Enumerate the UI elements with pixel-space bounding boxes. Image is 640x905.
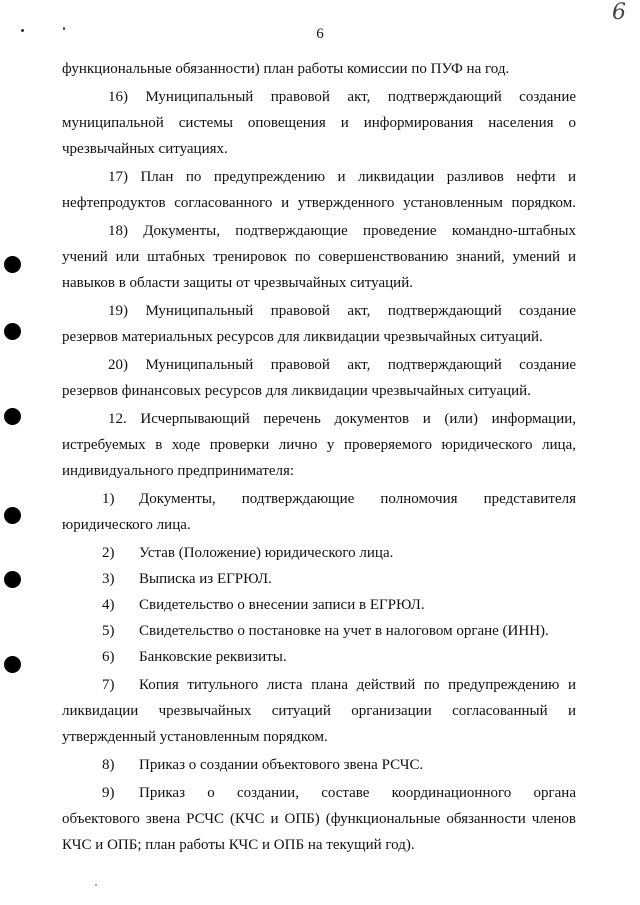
- punch-hole-mark: [4, 256, 21, 273]
- punch-hole-mark: [4, 507, 21, 524]
- list-item-text: Свидетельство о постановке на учет в налоговом органе (ИНН).: [139, 623, 549, 639]
- paragraph-line: 16) Муниципальный правовой акт, подтверждающий создание: [108, 89, 576, 105]
- list-item-continuation: утвержденный установленным порядком.: [62, 729, 328, 745]
- paragraph-line: 17) План по предупреждению и ликвидации разливов нефти и: [108, 169, 576, 185]
- list-item-number: 1): [102, 491, 115, 507]
- paragraph-line: муниципальной системы оповещения и информирования населения о: [62, 115, 576, 131]
- paragraph-line: 20) Муниципальный правовой акт, подтверждающий создание: [108, 357, 576, 373]
- list-item-number: 3): [102, 571, 115, 587]
- list-item-number: 5): [102, 623, 115, 639]
- document-body: [62, 56, 576, 858]
- list-item: [62, 540, 576, 566]
- paragraph-line: резервов материальных ресурсов для ликвидации чрезвычайных ситуаций.: [62, 329, 543, 345]
- list-item-text: Приказ о создании, составе координационного органа: [139, 785, 576, 801]
- list-item-continuation: ликвидации чрезвычайных ситуаций организации согласованный и: [62, 703, 576, 719]
- punch-hole-mark: [4, 571, 21, 588]
- list-item: [62, 566, 576, 592]
- section-heading-line: 12. Исчерпывающий перечень документов и (или) информации,: [108, 411, 576, 427]
- paragraph-line: 19) Муниципальный правовой акт, подтверждающий создание: [108, 303, 576, 319]
- list-item-text: Выписка из ЕГРЮЛ.: [139, 571, 272, 587]
- list-item: [62, 592, 576, 618]
- list-item-continuation: объектового звена РСЧС (КЧС и ОПБ) (функциональные обязанности членов: [62, 811, 576, 827]
- section-heading-line: индивидуального предпринимателя:: [62, 463, 295, 479]
- list-item-number: 8): [102, 757, 115, 773]
- list-item: [62, 672, 576, 698]
- list-item-continuation: КЧС и ОПБ; план работы КЧС и ОПБ на текущий год).: [62, 837, 415, 853]
- paragraph-line: чрезвычайных ситуациях.: [62, 141, 228, 157]
- scan-speck: [21, 29, 24, 32]
- list-item-number: 7): [102, 677, 115, 693]
- paragraph-line: нефтепродуктов согласованного и утвержденного установленным порядком.: [62, 195, 576, 211]
- punch-hole-mark: [4, 656, 21, 673]
- list-item-text: Приказ о создании объектового звена РСЧС.: [139, 757, 424, 773]
- list-item-text: Банковские реквизиты.: [139, 649, 287, 665]
- paragraph-line: функциональные обязанности) план работы комиссии по ПУФ на год.: [62, 61, 510, 77]
- page-number: 6: [316, 26, 324, 42]
- paragraph-line: 18) Документы, подтверждающие проведение командно-штабных: [108, 223, 576, 239]
- list-item-number: 4): [102, 597, 115, 613]
- section-heading-line: истребуемых в ходе проверки лично у проверяемого юридического лица,: [62, 437, 576, 453]
- list-item-text: Копия титульного листа плана действий по предупреждению и: [139, 677, 576, 693]
- paragraph-line: навыков в области защиты от чрезвычайных ситуаций.: [62, 275, 413, 291]
- list-item-number: 9): [102, 785, 115, 801]
- list-item-text: Документы, подтверждающие полномочия представителя: [139, 491, 576, 507]
- list-item-text: Устав (Положение) юридического лица.: [139, 545, 394, 561]
- punch-hole-mark: [4, 323, 21, 340]
- list-item: [62, 780, 576, 806]
- punch-hole-mark: [4, 408, 21, 425]
- list-item-text: Свидетельство о внесении записи в ЕГРЮЛ.: [139, 597, 425, 613]
- list-item: [62, 752, 576, 778]
- handwritten-page-mark: 6: [612, 0, 626, 25]
- paragraph-line: резервов финансовых ресурсов для ликвидации чрезвычайных ситуаций.: [62, 383, 531, 399]
- list-item: [62, 644, 576, 670]
- paragraph-line: учений или штабных тренировок по совершенствованию знаний, умений и: [62, 249, 576, 265]
- list-item: [62, 618, 576, 644]
- scan-speck: [95, 884, 97, 886]
- scan-speck: [63, 27, 65, 30]
- list-item: [62, 486, 576, 512]
- list-item-number: 2): [102, 545, 115, 561]
- list-item-continuation: юридического лица.: [62, 517, 191, 533]
- list-item-number: 6): [102, 649, 115, 665]
